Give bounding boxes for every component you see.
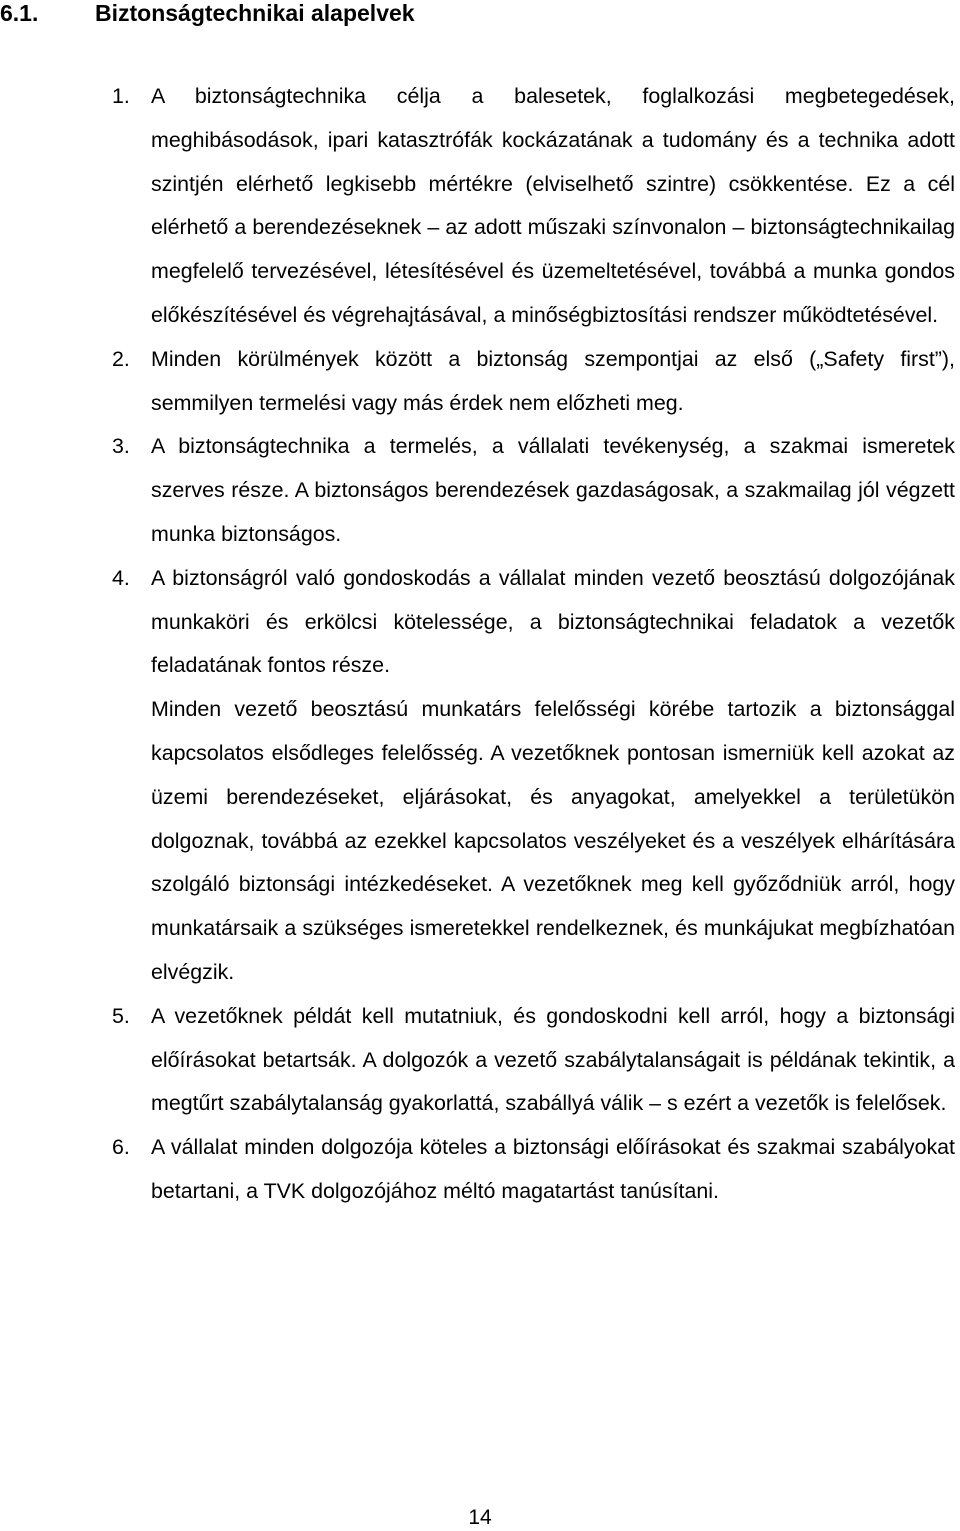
page-number: 14	[468, 1506, 492, 1529]
list-marker: 6.	[112, 1135, 130, 1160]
list-paragraph: Minden vezető beosztású munkatárs felelősségi körébe tartozik a biztonsággal kapcsolatos elsődleges felelősség. A vezetőknek pontosan ismerniük kell azokat az üzemi berendezéseket, eljárásokat, és anyagokat, amelyekkel a területükön dolgoznak, továbbá az ezekkel kapcsolatos veszélyeket és a veszélyek elhárítására szolgáló biztonsági intézkedéseket. A vezetőknek meg kell győződniük arról, hogy munkatársaik a szükséges ismeretekkel rendelkeznek, és munkájukat megbízhatóan elvégzik.	[151, 697, 955, 984]
list-paragraph: A vállalat minden dolgozója köteles a biztonsági előírásokat és szakmai szabályokat betartani, a TVK dolgozójához méltó magatartást tanúsítani.	[151, 1135, 955, 1203]
list-item-4	[0, 557, 955, 995]
list-item-5	[0, 995, 955, 1126]
list-marker: 5.	[112, 1003, 130, 1028]
list-marker: 2.	[112, 346, 130, 371]
section-heading	[0, 0, 415, 26]
list-item-1	[0, 75, 955, 338]
principles-list	[0, 75, 955, 1214]
list-paragraph: A biztonságról való gondoskodás a vállalat minden vezető beosztású dolgozójának munkaköri és erkölcsi kötelessége, a biztonságtechnikai feladatok a vezetők feladatának fontos része.	[151, 565, 955, 678]
list-marker: 3.	[112, 434, 130, 459]
section-title: Biztonságtechnikai alapelvek	[95, 0, 415, 26]
list-paragraph: A vezetőknek példát kell mutatniuk, és gondoskodni kell arról, hogy a biztonsági előírásokat betartsák. A dolgozók a vezető szabálytalanságait is példának tekintik, a megtűrt szabálytalanság gyakorlattá, szabállyá válik – s ezért a vezetők is felelősek.	[151, 1003, 955, 1116]
list-item-2	[0, 338, 955, 426]
list-marker: 4.	[112, 565, 130, 590]
list-item-6	[0, 1126, 955, 1214]
list-paragraph: Minden körülmények között a biztonság szempontjai az első („Safety first”), semmilyen termelési vagy más érdek nem előzheti meg.	[151, 346, 955, 415]
list-item-3	[0, 425, 955, 556]
section-number: 6.1.	[0, 0, 39, 26]
list-paragraph: A biztonságtechnika a termelés, a vállalati tevékenység, a szakmai ismeretek szerves része. A biztonságos berendezések gazdaságosak, a szakmailag jól végzett munka biztonságos.	[151, 434, 955, 546]
list-marker: 1.	[112, 84, 130, 108]
list-paragraph: A biztonságtechnika célja a balesetek, foglalkozási megbetegedések, meghibásodások, ipari katasztrófák kockázatának a tudomány és a technika adott szintjén elérhető legkisebb mértékre (elviselhető szintre) csökkentése. Ez a cél elérhető a berendezéseknek – az adott műszaki színvonalon – biztonságtechnikailag megfelelő tervezésével, létesítésével és üzemeltetésével, továbbá a munka gondos előkészítésével és végrehajtásával, a minőségbiztosítási rendszer működtetésével.	[151, 84, 955, 327]
